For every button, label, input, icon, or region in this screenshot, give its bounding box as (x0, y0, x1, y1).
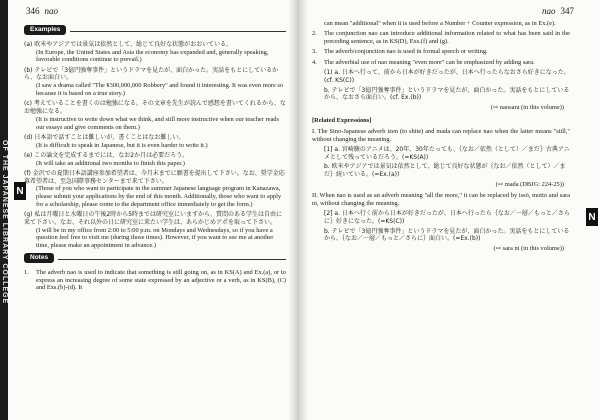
related-expressions-heading: [Related Expressions] (312, 116, 372, 124)
note-text: The adverb nao is used to indicate that something is still going on, as in KS(A) and Ex.(a), or to express an increasing degree of some state expressed by an adjective or a verb, as in KS(B), (C) and Exs.(b)-(d). It (36, 268, 286, 292)
cross-reference: (⇨ naosara (in this volume)) (490, 104, 564, 112)
note-text: The adverb/conjunction nao is used in formal speech or writing. (324, 48, 488, 56)
sub-example-japanese: b. テレビで「3億円強奪事件」というドラマを見たが、面白かった。実話をもとにしているから、なおさら面白い。(cf. Ex.(b)) (324, 86, 570, 102)
running-head: nao (44, 6, 58, 16)
page-header (26, 6, 58, 16)
thumb-index-tab: N (14, 182, 26, 200)
example-japanese: (g) 私は月曜日と水曜日の午後2時から5時までは研究室にいますから、質問のある学生は自由に来て下さい。なお、それ以外の日に研究室に来たい学生は、あらかじめアポを取って下さい。 (24, 211, 283, 226)
left-content (24, 22, 286, 295)
left-page (0, 0, 296, 420)
note-text: The adverbial use of nao meaning "even more" can be emphasized by adding sara. (324, 58, 535, 66)
example-english: (It is instructive to write down what we think, and still more instructive when our teacher reads our essays and give comments on them.) (36, 115, 279, 131)
note-text: The conjunction nao can introduce additional information related to what has been said in the preceding sentence, as in KS(D), Exs.(f) and (g). (324, 30, 570, 46)
example-japanese: (f) 金沢での夏期日本語講座参加希望者は、今月末までに願書を提出して下さい。なお、奨学金応募希望者は、至急国際事務センターまで来て下さい。 (24, 169, 285, 185)
example-item (24, 170, 286, 209)
sub-example (312, 87, 570, 103)
heading-rule (70, 31, 286, 32)
edge-label: OF THE JAPANESE LIBRARY COLLEGE (1, 140, 8, 305)
notes-heading (24, 253, 286, 266)
related-text: I. The Sino-Japanese adverb izen (to shite) and mada can replace nao when the latter means "still," without changing the meaning. (312, 127, 570, 143)
example-english: (I saw a drama called "The ¥300,000,000 Robbery" and found it interesting. It was even more so because it is based on a true story.) (36, 82, 284, 97)
page-number: 346 (26, 6, 40, 16)
example-item (24, 67, 286, 98)
related-item (312, 128, 570, 144)
sub-example-japanese: [1] a. 宮崎駿のアニメは、20年、30年たっても、｛なお／依然（として）／まだ｝古典アニメとして残っているだろう。(=KS(A)) (324, 145, 570, 161)
example-english: (It will take an additional two months to finish this paper.) (36, 159, 185, 167)
sub-example-japanese: b. テレビで「3億円強奪事件」というドラマを見たが、面白かった。実話をもとにしているから、｛なお／一層／もっと／さらに｝面白い。(=Ex.(b)) (324, 227, 570, 243)
notes-label: Notes (24, 253, 54, 263)
note-item (312, 48, 570, 56)
example-english: (It is difficult to speak in Japanese, but it is even harder to write it.) (36, 141, 208, 149)
example-japanese: (c) 考えていることを書くのは勉強になる。その文章を先生が読んで感想を書いてくれるから、なお勉強になる。 (24, 100, 286, 115)
example-japanese: (b) テレビで「3億円強奪事件」というドラマを見たが、面白かった。実話をもとにしているから、なお面白い。 (24, 66, 279, 82)
example-english: (Those of you who want to participate in the summer Japanese language program in Kanazawa, please submit your applications by the end of this month. Additionally, those who want to apply for a scholarship, please come to the department office immediately to get the form.) (36, 185, 282, 208)
example-english: (In Europe, the United States and Asia the economy has expanded and, generally speaking, favorable conditions continue to prevail.) (36, 48, 269, 64)
book-gutter (288, 0, 308, 420)
examples-list (24, 41, 286, 250)
example-item (24, 100, 286, 131)
heading-rule (58, 259, 286, 260)
example-english: (I will be in my office from 2:00 to 5:00 p.m. on Mondays and Wednesdays, so if you have a question feel free to visit me (during those times). However, if you want to see me at another time, please make an appointment in advance.) (36, 226, 274, 250)
thumb-index-tab: N (586, 208, 598, 226)
sub-example-japanese: b. 欧米やアジアでは景気は依然として、総じて良好な状態が｛なお／依然（として）／まだ｝続いている。(=Ex.(a)) (324, 163, 566, 179)
running-head: nao (542, 6, 556, 16)
note-item (312, 30, 570, 46)
sub-example (312, 163, 570, 179)
right-content (312, 20, 570, 256)
note-number: 3. (312, 48, 317, 56)
note-number: 1. (24, 268, 29, 276)
example-japanese: (a) 欧米やアジアでは景気は依然として、総じて良好な状態がおおいている。 (24, 40, 233, 48)
cross-reference: (⇨ mada (DBJG: 224-25)) (495, 181, 564, 189)
sub-example-japanese: (1) a. 日本へ行って、前から日本が好きだったが、日本へ行ったらなおさら好きになった。(cf. KS(C)) (324, 68, 570, 84)
note-number: 2. (312, 30, 317, 38)
example-item (24, 134, 286, 150)
related-item (312, 192, 570, 208)
page-number: 347 (560, 6, 574, 16)
page-header (542, 6, 574, 16)
example-item (24, 211, 286, 250)
example-item (24, 152, 286, 168)
examples-label: Examples (24, 25, 66, 35)
examples-heading (24, 25, 286, 38)
sub-example (312, 210, 570, 226)
note-item (24, 269, 286, 292)
example-item (24, 41, 286, 64)
related-text: II. When nao is used as an adverb meaning "all the more," it can be replaced by issō, motto and sara ni, without changing the meaning. (312, 191, 570, 207)
right-page (296, 0, 600, 420)
note-text: can mean "additional" when it is used before a Number + Counter expression, as in Ex.(e). (324, 20, 556, 27)
note-continuation (312, 20, 570, 28)
sub-example (312, 69, 570, 85)
cross-reference: (⇨ sara ni (in this volume)) (493, 245, 564, 253)
sub-example (312, 146, 570, 162)
sub-example-japanese: [2] a. 日本へ行く前から日本が好きだったが、日本へ行ったら｛なお／一層／もっと／さらに｝好きになった。(=KS(C)) (324, 209, 570, 225)
example-japanese: (e) この論文を完成するまでには、なお2か月は必要だろう。 (24, 151, 189, 159)
example-japanese: (d) 日本語で話すことは難しいが、書くことはなお難しい。 (24, 133, 185, 141)
note-item (312, 59, 570, 67)
sub-example (312, 228, 570, 244)
note-number: 4. (312, 58, 317, 66)
